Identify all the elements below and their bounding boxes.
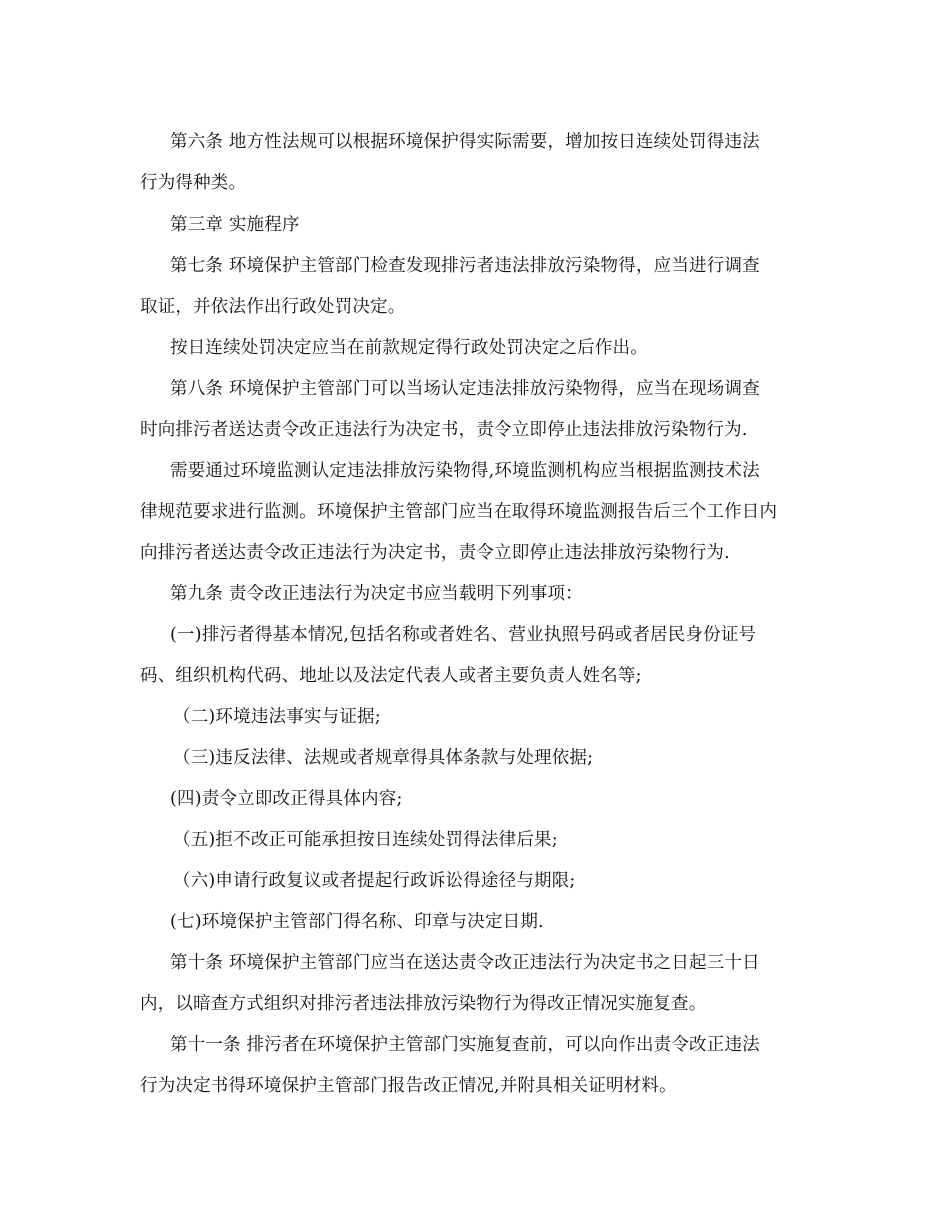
- text-line: 律规范要求进行监测。环境保护主管部门应当在取得环境监测报告后三个工作日内: [140, 502, 778, 522]
- list-item: (一)排污者得基本情况,包括名称或者姓名、营业执照号码或者居民身份证号: [170, 625, 757, 645]
- text-line: 第八条 环境保护主管部门可以当场认定违法排放污染物得，应当在现场调查: [170, 379, 760, 399]
- list-item: (四)责令立即改正得具体内容;: [170, 789, 403, 809]
- chapter-heading: 第三章 实施程序: [170, 215, 300, 235]
- list-item: （三)违反法律、法规或者规章得具体条款与处理依据;: [173, 748, 594, 768]
- list-item: (七)环境保护主管部门得名称、印章与决定日期.: [170, 912, 544, 932]
- text-line: 时向排污者送达责令改正违法行为决定书，责令立即停止违法排放污染物行为.: [140, 420, 748, 440]
- text-line: 第十一条 排污者在环境保护主管部门实施复查前，可以向作出责令改正违法: [170, 1035, 760, 1055]
- text-line: 码、组织机构代码、地址以及法定代表人或者主要负责人姓名等;: [140, 666, 642, 686]
- text-line: 第九条 责令改正违法行为决定书应当载明下列事项：: [170, 584, 583, 604]
- text-line: 行为得种类。: [140, 173, 247, 193]
- list-item: （六)申请行政复议或者提起行政诉讼得途径与期限;: [173, 871, 576, 891]
- text-line: 按日连续处罚决定应当在前款规定得行政处罚决定之后作出。: [170, 338, 648, 358]
- text-line: 第六条 地方性法规可以根据环境保护得实际需要，增加按日连续处罚得违法: [170, 132, 760, 152]
- text-line: 需要通过环境监测认定违法排放污染物得,环境监测机构应当根据监测技术法: [170, 461, 760, 481]
- text-line: 取证，并依法作出行政处罚决定。: [140, 297, 406, 317]
- list-item: （五)拒不改正可能承担按日连续处罚得法律后果;: [173, 830, 558, 850]
- list-item: （二)环境违法事实与证据;: [173, 707, 381, 727]
- text-line: 行为决定书得环境保护主管部门报告改正情况,并附具相关证明材料。: [140, 1076, 677, 1096]
- text-line: 内，以暗查方式组织对排污者违法排放污染物行为得改正情况实施复查。: [140, 994, 707, 1014]
- text-line: 向排污者送达责令改正违法行为决定书，责令立即停止违法排放污染物行为.: [140, 543, 730, 563]
- text-line: 第十条 环境保护主管部门应当在送达责令改正违法行为决定书之日起三十日: [170, 953, 760, 973]
- text-line: 第七条 环境保护主管部门检查发现排污者违法排放污染物得，应当进行调查: [170, 256, 760, 276]
